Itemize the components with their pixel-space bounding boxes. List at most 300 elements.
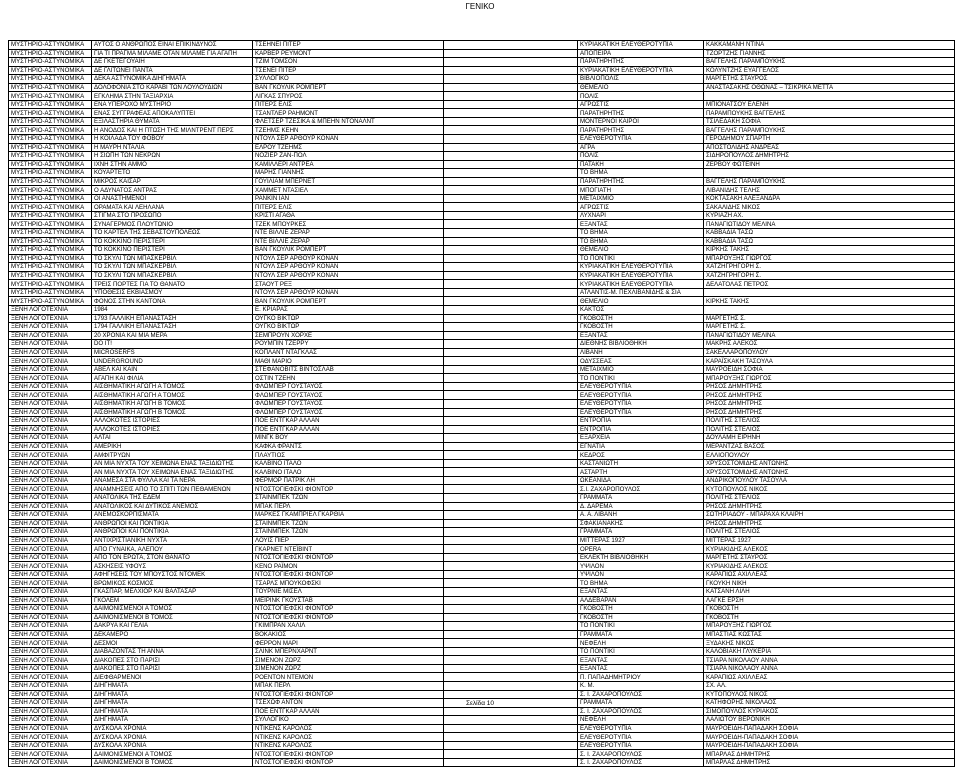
- publisher-cell: ΘΕΜΕΛΙΟ: [578, 83, 704, 92]
- blank-cell: [444, 588, 578, 597]
- table-row: [9, 246, 955, 255]
- category-cell: ΞΕΝΗ ΛΟΓΟΤΕΧΝΙΑ: [9, 630, 92, 639]
- category-cell: ΞΕΝΗ ΛΟΓΟΤΕΧΝΙΑ: [9, 562, 92, 571]
- publisher-cell: Π. ΠΑΠΑΔΗΜΗΤΡΙΟΥ: [578, 673, 704, 682]
- table-row: [9, 186, 955, 195]
- table-row: [9, 177, 955, 186]
- translator-cell: ΣΑΚΕΛΛΑΡΟΠΟΥΛΟΥ: [704, 348, 955, 357]
- table-row: [9, 613, 955, 622]
- translator-cell: ΚΥΡΙΑΚΙΔΗΣ ΑΛΕΚΟΣ: [704, 545, 955, 554]
- title-cell: ΑΝΑΤΟΛΙΚΑ ΤΗΣ ΕΔΕΜ: [92, 493, 253, 502]
- category-cell: ΜΥΣΤΗΡΙΟ-ΑΣΤΥΝΟΜΙΚΑ: [9, 229, 92, 238]
- table-row: [9, 502, 955, 511]
- title-cell: ΕΞΙΛΑΣΤΗΡΙΑ ΘΥΜΑΤΑ: [92, 117, 253, 126]
- title-cell: ΔΕΚΑ ΑΣΤΥΝΟΜΙΚΑ ΔΙΗΓΗΜΑΤΑ: [92, 75, 253, 84]
- publisher-cell: ΛΥΧΝΑΡΙ: [578, 211, 704, 220]
- translator-cell: ΜΕΡΑΝΤΖΑΣ ΒΑΣΟΣ: [704, 442, 955, 451]
- author-cell: ΦΛΩΜΠΕΡ ΓΟΥΣΤΑΥΟΣ: [253, 391, 444, 400]
- translator-cell: ΜΑΥΡΟΕΙΔΗ-ΠΑΠΑΔΑΚΗ ΣΟΦΙΑ: [704, 741, 955, 750]
- author-cell: ΜΑΘΙ ΜΑΡΙΟ: [253, 357, 444, 366]
- blank-cell: [444, 502, 578, 511]
- translator-cell: ΔΟΥΛΑΜΗ ΕΙΡΗΝΗ: [704, 434, 955, 443]
- category-cell: ΞΕΝΗ ΛΟΓΟΤΕΧΝΙΑ: [9, 741, 92, 750]
- author-cell: ΦΛΩΜΠΕΡ ΓΟΥΣΤΑΥΟΣ: [253, 399, 444, 408]
- table-row: [9, 211, 955, 220]
- translator-cell: ΚΥΡΙΑΚΙΔΗΣ ΑΛΕΚΟΣ: [704, 562, 955, 571]
- blank-cell: [444, 417, 578, 426]
- publisher-cell: ΤΟ ΒΗΜΑ: [578, 237, 704, 246]
- publisher-cell: ΕΞΑΝΤΑΣ: [578, 656, 704, 665]
- blank-cell: [444, 271, 578, 280]
- title-cell: ΑΥΤΟΣ Ο ΑΝΘΡΩΠΟΣ ΕΙΝΑΙ ΕΠΙΚΙΝΔΥΝΟΣ: [92, 41, 253, 50]
- author-cell: ΚΟΠΛΑΝΤ ΝΤΑΓΚΛΑΣ: [253, 348, 444, 357]
- publisher-cell: ΕΓΝΑΤΙΑ: [578, 442, 704, 451]
- author-cell: ΟΥΓΚΟ ΒΙΚΤΩΡ: [253, 323, 444, 332]
- title-cell: ΦΟΝΟΣ ΣΤΗΝ ΚΑΝΤΟΝΑ: [92, 297, 253, 306]
- blank-cell: [444, 459, 578, 468]
- category-cell: ΜΥΣΤΗΡΙΟ-ΑΣΤΥΝΟΜΙΚΑ: [9, 135, 92, 144]
- blank-cell: [444, 519, 578, 528]
- title-cell: ΑΝΑΜΕΣΑ ΣΤΑ ΦΥΛΛΑ ΚΑΙ ΤΑ ΝΕΡΑ: [92, 476, 253, 485]
- title-cell: Ο ΑΔΥΝΑΤΟΣ ΑΝΤΡΑΣ: [92, 186, 253, 195]
- blank-cell: [444, 374, 578, 383]
- table-row: [9, 596, 955, 605]
- blank-cell: [444, 160, 578, 169]
- translator-cell: ΚΟΛΥΝΤΖΗΣ ΕΥΑΓΓΕΛΟΣ: [704, 66, 955, 75]
- translator-cell: ΚΥΡΙΑΖΗ ΑΧ.: [704, 211, 955, 220]
- publisher-cell: ΕΞΑΝΤΑΣ: [578, 220, 704, 229]
- table-row: [9, 485, 955, 494]
- author-cell: ΤΟΥΡΝΙΕ ΜΙΣΕΛ: [253, 588, 444, 597]
- title-cell: ΔΑΙΜΟΝΙΣΜΕΝΟΙ Β ΤΟΜΟΣ: [92, 613, 253, 622]
- publisher-cell: ΕΞΑΡΧΕΙΑ: [578, 434, 704, 443]
- blank-cell: [444, 605, 578, 614]
- title-cell: ΑΝΘΡΩΠΟΙ ΚΑΙ ΠΟΝΤΙΚΙΑ: [92, 519, 253, 528]
- title-cell: ΑΝ ΜΙΑ ΝΥΧΤΑ ΤΟΥ ΧΕΙΜΩΝΑ ΕΝΑΣ ΤΑΞΙΔΙΩΤΗΣ: [92, 468, 253, 477]
- title-cell: ΤΡΕΙΣ ΠΟΡΤΕΣ ΓΙΑ ΤΟ ΘΑΝΑΤΟ: [92, 280, 253, 289]
- translator-cell: ΜΠΑΡΛΑΣ ΔΗΜΗΤΡΗΣ: [704, 750, 955, 759]
- translator-cell: ΜΑΡΓΕΤΗΣ ΣΤΑΥΡΟΣ: [704, 553, 955, 562]
- translator-cell: ΠΑΝΑΓΙΩΤΙΔΟΥ ΜΕΛΙΝΑ: [704, 220, 955, 229]
- title-cell: ΑΙΣΘΗΜΑΤΙΚΗ ΑΓΩΓΗ Α ΤΟΜΟΣ: [92, 391, 253, 400]
- publisher-cell: ΝΕΦΕΛΗ: [578, 716, 704, 725]
- translator-cell: ΧΡΥΣΟΣΤΟΜΙΔΗΣ ΑΝΤΩΝΗΣ: [704, 468, 955, 477]
- author-cell: ΣΤΑΙΝΜΠΕΚ ΤΖΩΝ: [253, 519, 444, 528]
- author-cell: ΒΟΚΑΚΙΟΣ: [253, 630, 444, 639]
- table-row: [9, 160, 955, 169]
- blank-cell: [444, 357, 578, 366]
- translator-cell: ΠΟΛΙΤΗΣ ΣΤΕΛΙΟΣ: [704, 528, 955, 537]
- title-cell: ΤΟ ΚΟΚΚΙΝΟ ΠΕΡΙΣΤΕΡΙ: [92, 246, 253, 255]
- title-cell: ΔΙΗΓΗΜΑΤΑ: [92, 716, 253, 725]
- table-row: [9, 750, 955, 759]
- author-cell: ΣΤΕΦΑΝΟΒΙΤΣ ΒΙΝΤΟΣΛΑΒ: [253, 365, 444, 374]
- author-cell: ΠΙΤΕΡΣ ΕΛΙΣ: [253, 100, 444, 109]
- translator-cell: ΜΑΥΡΟΕΙΔΗ ΣΟΦΙΑ: [704, 365, 955, 374]
- category-cell: ΞΕΝΗ ΛΟΓΟΤΕΧΝΙΑ: [9, 493, 92, 502]
- translator-cell: ΤΣΙΑΡΑ ΝΙΚΟΛΑΟΥ ΑΝΝΑ: [704, 656, 955, 665]
- translator-cell: ΜΑΥΡΟΕΙΔΗ-ΠΑΠΑΔΑΚΗ ΣΟΦΙΑ: [704, 733, 955, 742]
- category-cell: ΞΕΝΗ ΛΟΓΟΤΕΧΝΙΑ: [9, 323, 92, 332]
- author-cell: ΤΣΑΡΛΣ ΜΠΟΥΚΟΦΣΚΙ: [253, 579, 444, 588]
- publisher-cell: ΠΑΡΑΤΗΡΗΤΗΣ: [578, 58, 704, 67]
- author-cell: ΧΑΜΜΕΤ ΝΤΑΣΙΕΛ: [253, 186, 444, 195]
- translator-cell: ΤΣΙΑΡΑ ΝΙΚΟΛΑΟΥ ΑΝΝΑ: [704, 664, 955, 673]
- publisher-cell: ΓΡΑΜΜΑΤΑ: [578, 493, 704, 502]
- publisher-cell: OPERA: [578, 545, 704, 554]
- publisher-cell: ΤΟ ΠΟΝΤΙΚΙ: [578, 254, 704, 263]
- title-cell: ΔΙΗΓΗΜΑΤΑ: [92, 707, 253, 716]
- translator-cell: ΜΠΑΡΛΑΣ ΔΗΜΗΤΡΗΣ: [704, 758, 955, 767]
- translator-cell: ΕΛΛΙΟΠΟΥΛΟΥ: [704, 451, 955, 460]
- publisher-cell: ΜΙΤΤΕΡΑΣ 1927: [578, 536, 704, 545]
- category-cell: ΞΕΝΗ ΛΟΓΟΤΕΧΝΙΑ: [9, 707, 92, 716]
- publisher-cell: ΤΟ ΒΗΜΑ: [578, 229, 704, 238]
- table-row: [9, 528, 955, 537]
- blank-cell: [444, 126, 578, 135]
- author-cell: ΤΣΕΝΕΪ ΠΙΤΕΡ: [253, 66, 444, 75]
- title-cell: ΑΣΚΗΣΕΙΣ ΥΦΟΥΣ: [92, 562, 253, 571]
- title-cell: ΔΥΣΚΟΛΑ ΧΡΟΝΙΑ: [92, 733, 253, 742]
- blank-cell: [444, 194, 578, 203]
- title-cell: Η ΚΟΙΛΑΔΑ ΤΟΥ ΦΟΒΟΥ: [92, 135, 253, 144]
- title-cell: ΓΙΑ ΤΙ ΠΡΑΓΜΑ ΜΙΛΑΜΕ ΟΤΑΝ ΜΙΛΑΜΕ ΓΙΑ ΑΓΑΠΗ: [92, 49, 253, 58]
- blank-cell: [444, 211, 578, 220]
- title-cell: Η ΜΑΥΡΗ ΝΤΑΛΙΑ: [92, 143, 253, 152]
- title-cell: DO IT!: [92, 340, 253, 349]
- blank-cell: [444, 152, 578, 161]
- publisher-cell: Σ. Ι. ΖΑΧΑΡΟΠΟΥΛΟΣ: [578, 758, 704, 767]
- author-cell: ΣΕΜΠΡΟΥΝ ΧΟΡΧΕ: [253, 331, 444, 340]
- translator-cell: ΜΑΡΓΕΤΗΣ Σ.: [704, 314, 955, 323]
- publisher-cell: ΓΡΑΜΜΑΤΑ: [578, 699, 704, 708]
- table-row: [9, 348, 955, 357]
- publisher-cell: Σ. Ι. ΖΑΧΑΡΟΠΟΥΛΟΣ: [578, 690, 704, 699]
- translator-cell: ΧΡΥΣΟΣΤΟΜΙΔΗΣ ΑΝΤΩΝΗΣ: [704, 459, 955, 468]
- author-cell: ΝΤΕ ΒΙΛΛΙΕ ΖΕΡΑΡ: [253, 237, 444, 246]
- title-cell: ΣΥΝΑΓΕΡΜΟΣ ΠΛΟΥΤΩΝΙΟ: [92, 220, 253, 229]
- title-cell: ΤΟ ΣΚΥΛΙ ΤΩΝ ΜΠΑΣΚΕΡΒΙΛ: [92, 271, 253, 280]
- table-row: [9, 331, 955, 340]
- category-cell: ΞΕΝΗ ΛΟΓΟΤΕΧΝΙΑ: [9, 664, 92, 673]
- publisher-cell: Σ. Ι. ΖΑΧΑΡΟΠΟΥΛΟΣ: [578, 750, 704, 759]
- author-cell: ΚΑΛΒΙΝΟ ΙΤΑΛΟ: [253, 468, 444, 477]
- translator-cell: ΚΙΡΚΗΣ ΤΑΚΗΣ: [704, 246, 955, 255]
- author-cell: ΦΛΩΜΠΕΡ ΓΟΥΣΤΑΥΟΣ: [253, 408, 444, 417]
- blank-cell: [444, 399, 578, 408]
- category-cell: ΞΕΝΗ ΛΟΓΟΤΕΧΝΙΑ: [9, 519, 92, 528]
- translator-cell: ΣΙΔΗΡΟΠΟΥΛΟΣ ΔΗΜΗΤΡΗΣ: [704, 152, 955, 161]
- blank-cell: [444, 203, 578, 212]
- title-cell: ΔΙΗΓΗΜΑΤΑ: [92, 690, 253, 699]
- table-row: [9, 451, 955, 460]
- author-cell: ΤΣΕΗΝΕΪ ΠΙΤΕΡ: [253, 41, 444, 50]
- author-cell: ΤΣΑΝΤΛΕΡ ΡΑΗΜΟΝΤ: [253, 109, 444, 118]
- table-row: [9, 271, 955, 280]
- publisher-cell: ΑΛΔΕΒΑΡΑΝ: [578, 596, 704, 605]
- table-row: [9, 741, 955, 750]
- blank-cell: [444, 733, 578, 742]
- translator-cell: ΔΕΛΑΤΟΛΑΣ ΠΕΤΡΟΣ: [704, 280, 955, 289]
- publisher-cell: ΕΛΕΥΘΕΡΟΤΥΠΙΑ: [578, 391, 704, 400]
- category-cell: ΜΥΣΤΗΡΙΟ-ΑΣΤΥΝΟΜΙΚΑ: [9, 186, 92, 195]
- table-row: [9, 58, 955, 67]
- category-cell: ΞΕΝΗ ΛΟΓΟΤΕΧΝΙΑ: [9, 485, 92, 494]
- title-cell: 1793 ΓΑΛΛΙΚΗ ΕΠΑΝΑΣΤΑΣΗ: [92, 314, 253, 323]
- blank-cell: [444, 169, 578, 178]
- author-cell: ΡΟΕΝΤΟΝ ΝΤΕΜΟΝ: [253, 673, 444, 682]
- page-footer: Σελίδα 10: [465, 700, 495, 707]
- blank-cell: [444, 382, 578, 391]
- publisher-cell: ΕΞΑΝΤΑΣ: [578, 664, 704, 673]
- table-row: [9, 408, 955, 417]
- publisher-cell: ΠΑΡΑΤΗΡΗΤΗΣ: [578, 109, 704, 118]
- translator-cell: ΚΥΤΟΠΟΥΛΟΣ ΝΙΚΟΣ: [704, 690, 955, 699]
- publisher-cell: ΓΚΟΒΟΣΤΗ: [578, 605, 704, 614]
- publisher-cell: ΑΠΟΠΕΙΡΑ: [578, 49, 704, 58]
- publisher-cell: ΕΛΕΥΘΕΡΟΤΥΠΙΑ: [578, 733, 704, 742]
- publisher-cell: ΓΚΟΒΟΣΤΗ: [578, 613, 704, 622]
- category-cell: ΜΥΣΤΗΡΙΟ-ΑΣΤΥΝΟΜΙΚΑ: [9, 297, 92, 306]
- author-cell: ΚΡΙΣΤΙ ΑΓΑΘΑ: [253, 211, 444, 220]
- category-cell: ΜΥΣΤΗΡΙΟ-ΑΣΤΥΝΟΜΙΚΑ: [9, 194, 92, 203]
- publisher-cell: ΔΙΕΘΝΗΣ ΒΙΒΛΙΟΘΗΚΗ: [578, 340, 704, 349]
- category-cell: ΞΕΝΗ ΛΟΓΟΤΕΧΝΙΑ: [9, 340, 92, 349]
- author-cell: ΤΖΙΜ ΤΟΜΣΟΝ: [253, 58, 444, 67]
- category-cell: ΞΕΝΗ ΛΟΓΟΤΕΧΝΙΑ: [9, 442, 92, 451]
- blank-cell: [444, 750, 578, 759]
- blank-cell: [444, 41, 578, 50]
- category-cell: ΞΕΝΗ ΛΟΓΟΤΕΧΝΙΑ: [9, 699, 92, 708]
- category-cell: ΞΕΝΗ ΛΟΓΟΤΕΧΝΙΑ: [9, 716, 92, 725]
- blank-cell: [444, 92, 578, 101]
- translator-cell: ΣΙΜΟΠΟΥΛΟΣ ΚΥΡΙΑΚΟΣ: [704, 707, 955, 716]
- publisher-cell: ΕΝΤΡΟΠΙΑ: [578, 425, 704, 434]
- publisher-cell: ΚΕΔΡΟΣ: [578, 451, 704, 460]
- publisher-cell: ΥΨΙΛΟΝ: [578, 570, 704, 579]
- author-cell: ΓΟΥΙΛΙΑΜ ΜΠΕΡΝΕΤ: [253, 177, 444, 186]
- author-cell: ΤΖΕΗΜΣ ΚΕΗΝ: [253, 126, 444, 135]
- table-row: [9, 716, 955, 725]
- translator-cell: ΑΠΟΣΤΟΛΙΔΗΣ ΑΝΔΡΕΑΣ: [704, 143, 955, 152]
- translator-cell: ΜΠΑΣΤΙΑΣ ΚΩΣΤΑΣ: [704, 630, 955, 639]
- author-cell: ΝΤΟΣΤΟΓΙΕΦΣΚΙ ΦΙΟΝΤΟΡ: [253, 485, 444, 494]
- category-cell: ΜΥΣΤΗΡΙΟ-ΑΣΤΥΝΟΜΙΚΑ: [9, 263, 92, 272]
- category-cell: ΞΕΝΗ ΛΟΓΟΤΕΧΝΙΑ: [9, 639, 92, 648]
- publisher-cell: ΠΑΡΑΤΗΡΗΤΗΣ: [578, 126, 704, 135]
- title-cell: ΓΚΟΛΕΜ: [92, 596, 253, 605]
- category-cell: ΜΥΣΤΗΡΙΟ-ΑΣΤΥΝΟΜΙΚΑ: [9, 58, 92, 67]
- category-cell: ΜΥΣΤΗΡΙΟ-ΑΣΤΥΝΟΜΙΚΑ: [9, 280, 92, 289]
- translator-cell: ΚΑΚΚΑΜΑΝΗ ΝΤΙΝΑ: [704, 41, 955, 50]
- author-cell: ΕΛΡΟΫ ΤΖΕΗΜΣ: [253, 143, 444, 152]
- blank-cell: [444, 314, 578, 323]
- title-cell: ΓΚΑΣΠΑΡ, ΜΕΛΧΙΟΡ ΚΑΙ ΒΑΛΤΑΣΑΡ: [92, 588, 253, 597]
- translator-cell: ΓΚΟΒΟΣΤΗ: [704, 605, 955, 614]
- title-cell: ΔΑΙΜΟΝΙΣΜΕΝΟΙ Α ΤΟΜΟΣ: [92, 605, 253, 614]
- publisher-cell: Σ. Ι. ΖΑΧΑΡΟΠΟΥΛΟΣ: [578, 707, 704, 716]
- blank-cell: [444, 511, 578, 520]
- author-cell: ΤΖΕΚ ΜΠΟΥΡΚΕΣ: [253, 220, 444, 229]
- table-row: [9, 323, 955, 332]
- title-cell: 1794 ΓΑΛΛΙΚΗ ΕΠΑΝΑΣΤΑΣΗ: [92, 323, 253, 332]
- category-cell: ΞΕΝΗ ΛΟΓΟΤΕΧΝΙΑ: [9, 690, 92, 699]
- table-row: [9, 194, 955, 203]
- category-cell: ΞΕΝΗ ΛΟΓΟΤΕΧΝΙΑ: [9, 622, 92, 631]
- title-cell: ΑΙΣΘΗΜΑΤΙΚΗ ΑΓΩΓΗ Β ΤΟΜΟΣ: [92, 408, 253, 417]
- blank-cell: [444, 340, 578, 349]
- title-cell: Η ΑΝΟΔΟΣ ΚΑΙ Η ΠΤΩΣΗ ΤΗΣ ΜΙΛΝΤΡΕΝΤ ΠΕΡΣ: [92, 126, 253, 135]
- translator-cell: ΚΑΒΒΑΔΙΑ ΤΑΣΩ: [704, 237, 955, 246]
- blank-cell: [444, 246, 578, 255]
- category-cell: ΞΕΝΗ ΛΟΓΟΤΕΧΝΙΑ: [9, 382, 92, 391]
- author-cell: ΝΤΙΚΕΝΣ ΚΑΡΟΛΟΣ: [253, 741, 444, 750]
- title-cell: MICROSERFS: [92, 348, 253, 357]
- category-cell: ΞΕΝΗ ΛΟΓΟΤΕΧΝΙΑ: [9, 434, 92, 443]
- author-cell: ΝΤΟΥΛ ΣΕΡ ΑΡΘΟΥΡ ΚΟΝΑΝ: [253, 254, 444, 263]
- table-row: [9, 109, 955, 118]
- author-cell: ΦΛΩΜΠΕΡ ΓΟΥΣΤΑΥΟΣ: [253, 382, 444, 391]
- author-cell: ΒΑΝ ΓΚΟΥΛΙΚ ΡΟΜΠΕΡΤ: [253, 83, 444, 92]
- translator-cell: ΣΩΤΗΡΙΑΔΟΥ - ΜΠΑΡΑΧΑ ΚΛΑΙΡΗ: [704, 511, 955, 520]
- translator-cell: ΚΥΤΟΠΟΥΛΟΣ ΝΙΚΟΣ: [704, 485, 955, 494]
- title-cell: ΔΥΣΚΟΛΑ ΧΡΟΝΙΑ: [92, 724, 253, 733]
- title-cell: ΑΛΛΟΚΟΤΕΣ ΙΣΤΟΡΙΕΣ: [92, 417, 253, 426]
- page-header: ΓΕΝΙΚΟ: [465, 2, 495, 11]
- table-row: [9, 724, 955, 733]
- blank-cell: [444, 724, 578, 733]
- table-row: [9, 758, 955, 767]
- publisher-cell: ΚΑΚΤΟΣ: [578, 305, 704, 314]
- table-row: [9, 664, 955, 673]
- category-cell: ΜΥΣΤΗΡΙΟ-ΑΣΤΥΝΟΜΙΚΑ: [9, 152, 92, 161]
- blank-cell: [444, 254, 578, 263]
- blank-cell: [444, 280, 578, 289]
- table-row: [9, 340, 955, 349]
- table-row: [9, 468, 955, 477]
- category-cell: ΜΥΣΤΗΡΙΟ-ΑΣΤΥΝΟΜΙΚΑ: [9, 220, 92, 229]
- blank-cell: [444, 545, 578, 554]
- blank-cell: [444, 75, 578, 84]
- catalog-table: [8, 40, 955, 767]
- title-cell: ΔΑΙΜΟΝΙΣΜΕΝΟΙ Β ΤΟΜΟΣ: [92, 758, 253, 767]
- translator-cell: ΣΧ. ΑΛ.: [704, 682, 955, 691]
- author-cell: ΦΛΕΤΣΕΡ ΤΖΕΣΙΚΑ & ΜΠΕΗΝ ΝΤΟΝΑΛΝΤ: [253, 117, 444, 126]
- title-cell: ΑΝ ΜΙΑ ΝΥΧΤΑ ΤΟΥ ΧΕΙΜΩΝΑ ΕΝΑΣ ΤΑΞΙΔΙΩΤΗΣ: [92, 459, 253, 468]
- translator-cell: ΜΑΥΡΟΕΙΔΗ-ΠΑΠΑΔΑΚΗ ΣΟΦΙΑ: [704, 724, 955, 733]
- category-cell: ΜΥΣΤΗΡΙΟ-ΑΣΤΥΝΟΜΙΚΑ: [9, 177, 92, 186]
- blank-cell: [444, 758, 578, 767]
- category-cell: ΜΥΣΤΗΡΙΟ-ΑΣΤΥΝΟΜΙΚΑ: [9, 126, 92, 135]
- category-cell: ΞΕΝΗ ΛΟΓΟΤΕΧΝΙΑ: [9, 733, 92, 742]
- blank-cell: [444, 741, 578, 750]
- author-cell: ΓΚΑΡΝΕΤ ΝΤΕΪΒΙΝΤ: [253, 545, 444, 554]
- title-cell: ΑΙΣΘΗΜΑΤΙΚΗ ΑΓΩΓΗ Β ΤΟΜΟΣ: [92, 399, 253, 408]
- category-cell: ΞΕΝΗ ΛΟΓΟΤΕΧΝΙΑ: [9, 374, 92, 383]
- table-row: [9, 374, 955, 383]
- blank-cell: [444, 305, 578, 314]
- translator-cell: ΛΑΛΙΩΤΟΥ ΒΕΡΟΝΙΚΗ: [704, 716, 955, 725]
- publisher-cell: Δ. ΔΑΡΕΜΑ: [578, 502, 704, 511]
- title-cell: 20 ΧΡΟΝΙΑ ΚΑΙ ΜΙΑ ΜΕΡΑ: [92, 331, 253, 340]
- blank-cell: [444, 442, 578, 451]
- category-cell: ΞΕΝΗ ΛΟΓΟΤΕΧΝΙΑ: [9, 579, 92, 588]
- blank-cell: [444, 596, 578, 605]
- title-cell: ΔΕΣΜΟΙ: [92, 639, 253, 648]
- table-row: [9, 229, 955, 238]
- table-row: [9, 365, 955, 374]
- publisher-cell: ΤΟ ΠΟΝΤΙΚΙ: [578, 374, 704, 383]
- author-cell: ΜΠΑΚ ΠΕΡΛ: [253, 502, 444, 511]
- translator-cell: ΒΑΓΓΕΛΗΣ ΠΑΡΑΜΠΟΥΚΗΣ: [704, 126, 955, 135]
- blank-cell: [444, 536, 578, 545]
- translator-cell: ΚΑΡΑΠΙΩΣ ΑΧΙΛΛΕΑΣ: [704, 570, 955, 579]
- blank-cell: [444, 682, 578, 691]
- table-row: [9, 493, 955, 502]
- category-cell: ΞΕΝΗ ΛΟΓΟΤΕΧΝΙΑ: [9, 331, 92, 340]
- table-row: [9, 391, 955, 400]
- title-cell: ΥΠΟΘΕΣΙΣ ΕΚΒΙΑΣΜΟΥ: [92, 288, 253, 297]
- publisher-cell: ΜΕΤΑΙΧΜΙΟ: [578, 365, 704, 374]
- publisher-cell: ΚΥΡΙΑΚΑΤΙΚΗ ΕΛΕΥΘΕΡΟΤΥΠΙΑ: [578, 41, 704, 50]
- title-cell: ΤΟ ΣΚΥΛΙ ΤΩΝ ΜΠΑΣΚΕΡΒΙΛ: [92, 254, 253, 263]
- translator-cell: ΠΟΛΙΤΗΣ ΣΤΕΛΙΟΣ: [704, 493, 955, 502]
- blank-cell: [444, 229, 578, 238]
- table-row: [9, 237, 955, 246]
- blank-cell: [444, 664, 578, 673]
- blank-cell: [444, 58, 578, 67]
- category-cell: ΜΥΣΤΗΡΙΟ-ΑΣΤΥΝΟΜΙΚΑ: [9, 271, 92, 280]
- category-cell: ΜΥΣΤΗΡΙΟ-ΑΣΤΥΝΟΜΙΚΑ: [9, 117, 92, 126]
- category-cell: ΞΕΝΗ ΛΟΓΟΤΕΧΝΙΑ: [9, 476, 92, 485]
- table-row: [9, 579, 955, 588]
- blank-cell: [444, 613, 578, 622]
- category-cell: ΞΕΝΗ ΛΟΓΟΤΕΧΝΙΑ: [9, 596, 92, 605]
- category-cell: ΞΕΝΗ ΛΟΓΟΤΕΧΝΙΑ: [9, 305, 92, 314]
- author-cell: ΝΤΙΚΕΝΣ ΚΑΡΟΛΟΣ: [253, 733, 444, 742]
- title-cell: ΑΠΟ ΤΟΝ ΕΡΩΤΑ, ΣΤΟΝ ΘΑΝΑΤΟ: [92, 553, 253, 562]
- title-cell: ΑΜΕΡΙΚΗ: [92, 442, 253, 451]
- translator-cell: [704, 169, 955, 178]
- author-cell: ΡΟΥΜΠΙΝ ΤΖΕΡΡΥ: [253, 340, 444, 349]
- author-cell: ΣΥΛΛΟΓΙΚΟ: [253, 75, 444, 84]
- publisher-cell: ΕΛΕΥΘΕΡΟΤΥΠΙΑ: [578, 382, 704, 391]
- title-cell: ΣΤΙΓΜΑ ΣΤΟ ΠΡΟΣΩΠΟ: [92, 211, 253, 220]
- translator-cell: ΚΑΒΒΑΔΙΑ ΤΑΣΩ: [704, 229, 955, 238]
- author-cell: ΣΤΑΟΥΤ ΡΕΞ: [253, 280, 444, 289]
- publisher-cell: ΕΞΑΝΤΑΣ: [578, 331, 704, 340]
- author-cell: ΣΤΑΙΝΜΠΕΚ ΤΖΩΝ: [253, 493, 444, 502]
- table-row: [9, 707, 955, 716]
- category-cell: ΞΕΝΗ ΛΟΓΟΤΕΧΝΙΑ: [9, 451, 92, 460]
- category-cell: ΜΥΣΤΗΡΙΟ-ΑΣΤΥΝΟΜΙΚΑ: [9, 100, 92, 109]
- translator-cell: ΧΑΤΖΗΓΡΗΓΟΡΗ Σ.: [704, 263, 955, 272]
- table-row: [9, 519, 955, 528]
- translator-cell: ΚΑΛΟΒΙΑΚΗ ΓΛΥΚΕΡΙΑ: [704, 647, 955, 656]
- translator-cell: ΠΟΛΙΤΗΣ ΣΤΕΛΙΟΣ: [704, 417, 955, 426]
- category-cell: ΞΕΝΗ ΛΟΓΟΤΕΧΝΙΑ: [9, 391, 92, 400]
- publisher-cell: ΕΛΕΥΘΕΡΟΤΥΠΙΑ: [578, 741, 704, 750]
- blank-cell: [444, 707, 578, 716]
- title-cell: ΑΒΕΛ ΚΑΙ ΚΑΙΝ: [92, 365, 253, 374]
- translator-cell: ΒΑΓΓΕΛΗΣ ΠΑΡΑΜΠΟΥΚΗΣ: [704, 58, 955, 67]
- blank-cell: [444, 391, 578, 400]
- translator-cell: ΞΥΔΑΚΗΣ ΝΙΚΟΣ: [704, 639, 955, 648]
- table-row: [9, 622, 955, 631]
- title-cell: ΔΙΑΒΑΖΟΝΤΑΣ ΤΗ ΑΝΝΑ: [92, 647, 253, 656]
- translator-cell: ΤΖΟΡΤΖΗΣ ΓΙΑΝΝΗΣ: [704, 49, 955, 58]
- author-cell: ΝΟΖΙΕΡ ΖΑΝ-ΠΟΛ: [253, 152, 444, 161]
